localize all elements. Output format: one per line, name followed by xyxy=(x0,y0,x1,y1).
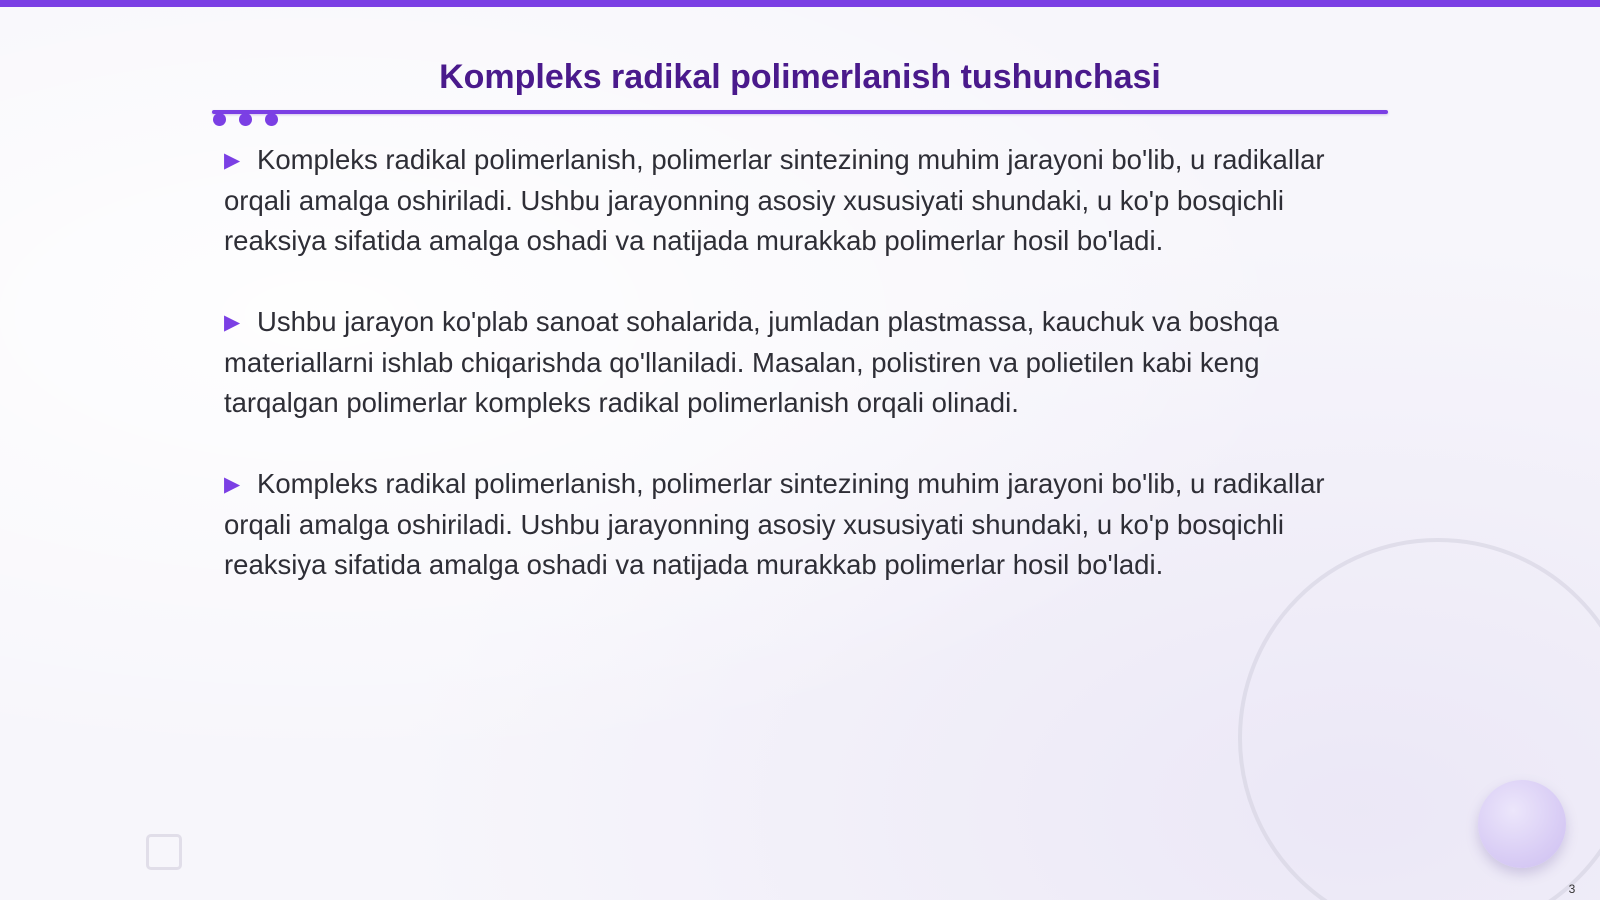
bullet-paragraph xyxy=(224,464,1364,585)
slide-title: Kompleks radikal polimerlanish tushunchasi xyxy=(439,58,1161,96)
bullet-paragraph xyxy=(224,140,1364,261)
slide-body xyxy=(224,140,1364,626)
paragraph-text: Kompleks radikal polimerlanish, polimerlar sintezining muhim jarayoni bo'lib, u radikallar orqali amalga oshiriladi. Ushbu jarayonning asosiy xususiyati shundaki, u ko'p bosqichli reaksiya sifatida amalga oshadi va natijada murakkab polimerlar hosil bo'ladi. xyxy=(224,468,1325,580)
bullet-paragraph xyxy=(224,302,1364,423)
title-underline xyxy=(212,110,1388,114)
decorative-orb xyxy=(1478,780,1566,868)
underline-dot xyxy=(213,113,226,126)
triangle-right-icon: ▶ xyxy=(224,149,241,172)
top-accent-bar xyxy=(0,0,1600,7)
triangle-right-icon: ▶ xyxy=(224,311,241,334)
decorative-square xyxy=(146,834,182,870)
paragraph-text: Kompleks radikal polimerlanish, polimerlar sintezining muhim jarayoni bo'lib, u radikallar orqali amalga oshiriladi. Ushbu jarayonning asosiy xususiyati shundaki, u ko'p bosqichli reaksiya sifatida amalga oshadi va natijada murakkab polimerlar hosil bo'ladi. xyxy=(224,144,1325,256)
underline-dot xyxy=(239,113,252,126)
paragraph-text: Ushbu jarayon ko'plab sanoat sohalarida, jumladan plastmassa, kauchuk va boshqa materiallarni ishlab chiqarishda qo'llaniladi. Masalan, polistiren va polietilen kabi keng tarqalgan polimerlar kompleks radikal polimerlanish orqali olinadi. xyxy=(224,306,1279,418)
underline-dot xyxy=(265,113,278,126)
page-number: 3 xyxy=(1568,882,1576,896)
triangle-right-icon: ▶ xyxy=(224,473,241,496)
